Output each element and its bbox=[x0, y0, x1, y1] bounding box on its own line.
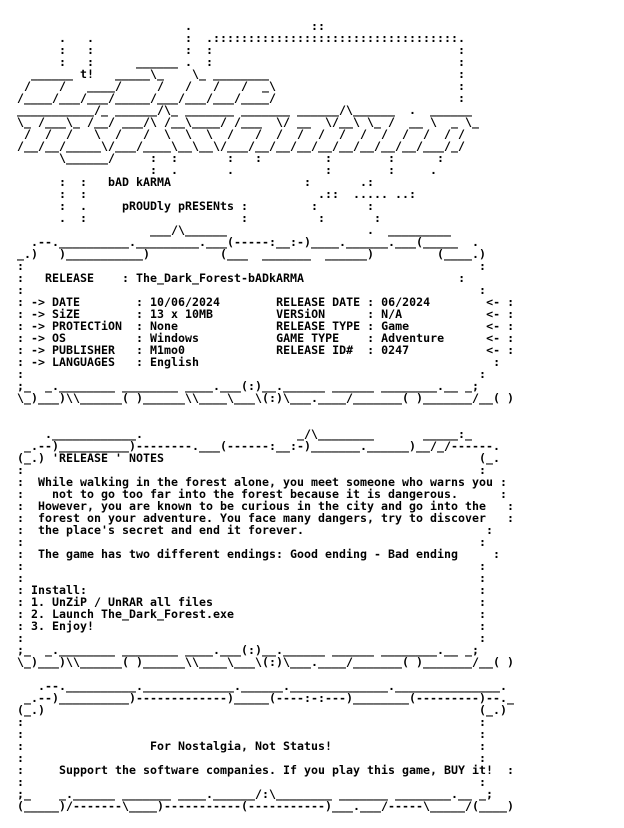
install-step: 1. UnZiP / UnRAR all files bbox=[31, 595, 214, 609]
info-label: VERSiON bbox=[276, 307, 326, 321]
logo-line: : : .:: ..... ..: bbox=[17, 187, 417, 201]
footer-motto: For Nostalgia, Not Status! bbox=[150, 739, 333, 753]
box-border: _.) )___________) (___ _______ ______) (____.) bbox=[17, 247, 487, 261]
footer-border: ;_ _.______ _______ ____.______/:\________ _______ ________.__ _; bbox=[17, 787, 494, 801]
notes-text: forest on your adventure. You face many dangers, try to discover bbox=[38, 511, 487, 525]
info-value: 10/06/2024 bbox=[150, 295, 221, 309]
footer-line: : Support the software companies. If you play this game, BUY it! : bbox=[17, 763, 515, 777]
footer-border: (_.) (_.) bbox=[17, 703, 508, 717]
info-row: : -> DATE : 10/06/2024 RELEASE DATE : 06/2024 <- : bbox=[17, 295, 515, 309]
box-border: : : bbox=[17, 775, 487, 789]
info-label: SiZE bbox=[52, 307, 81, 321]
logo-line: ___________/_ ______/\_ _______ _______ ______/\______ . ______ bbox=[17, 103, 473, 117]
logo-line: : : ______ . : : bbox=[17, 55, 466, 69]
notes-line: : not to go too far into the forest because it is dangerous. : bbox=[17, 487, 508, 501]
info-row: : -> OS : Windows GAME TYPE : Adventure <- : bbox=[17, 331, 515, 345]
notes-border: .____________. _/\________ _____:_ bbox=[17, 427, 473, 441]
notes-line: : However, you are known to be curious in the city and go into the : bbox=[17, 499, 515, 513]
nfo-document bbox=[17, 8, 514, 812]
presents-text: pROUDly pRESENts bbox=[122, 199, 235, 213]
install-line: : 2. Launch The_Dark_Forest.exe : bbox=[17, 607, 487, 621]
info-row: : -> LANGUAGES : English : bbox=[17, 355, 501, 369]
logo-line: \_ /___\_ /__/ ___/\ /__\____/ /___ \/ __ \/__\ \_ / __ \ _ \_ bbox=[17, 115, 480, 129]
box-border: : : bbox=[17, 463, 487, 477]
info-label: GAME TYPE bbox=[276, 331, 340, 345]
logo-line: : . pROUDly pRESENts : : : bbox=[17, 199, 375, 213]
box-border: : : bbox=[17, 571, 487, 585]
logo-line: : : : : : bbox=[17, 43, 466, 57]
info-label: LANGUAGES bbox=[52, 355, 116, 369]
spacer bbox=[17, 404, 514, 416]
install-title: Install: bbox=[31, 583, 88, 597]
box-border: .--.__________._________.___(-----:__:-)____.______.___(_____ . bbox=[17, 235, 480, 249]
box-border: ;_ _.________ ________ ____.___(:)__.______ ______ ________.__ _; bbox=[17, 643, 480, 657]
info-label: OS bbox=[52, 331, 67, 345]
box-border: ___/\______ . _________ bbox=[17, 223, 452, 237]
info-value: M1mo0 bbox=[150, 343, 186, 357]
install-line: : Install: : bbox=[17, 583, 487, 597]
logo-line: \______/ : : : : : : : bbox=[17, 151, 445, 165]
footer-border: .--.__________._____________.______.______________._______________. bbox=[17, 679, 508, 693]
logo-line: /____/___/___/_____/___/___/___/____/ : bbox=[17, 91, 466, 105]
box-border: \_)___)\\______( )______\\____\___\(:)\___.____/_______( )_______/__( ) bbox=[17, 391, 515, 405]
install-step: 3. Enjoy! bbox=[31, 619, 95, 633]
box-border: : : bbox=[17, 715, 487, 729]
info-row: : -> PROTECTiON : None RELEASE TYPE : Game <- : bbox=[17, 319, 515, 333]
info-label: RELEASE TYPE bbox=[276, 319, 361, 333]
info-label: DATE bbox=[52, 295, 81, 309]
box-border: : : bbox=[17, 559, 487, 573]
logo-line: . : : : : bbox=[17, 211, 382, 225]
notes-line: : The game has two different endings: Good ending - Bad ending : bbox=[17, 547, 501, 561]
info-value: Adventure bbox=[381, 331, 445, 345]
info-row: : -> PUBLISHER : M1mo0 RELEASE ID# : 0247 <- : bbox=[17, 343, 515, 357]
box-border: : : bbox=[17, 631, 487, 645]
group-name: bAD kARMA bbox=[108, 175, 172, 189]
info-label: RELEASE DATE bbox=[276, 295, 361, 309]
logo-line: . . : .:::::::::::::::::::::::::::::::::::. bbox=[17, 31, 466, 45]
box-border: : : bbox=[17, 259, 487, 273]
install-line: : 3. Enjoy! : bbox=[17, 619, 487, 633]
notes-text: not to go too far into the forest because it is dangerous. bbox=[52, 487, 459, 501]
footer-border: (_____)/-------\____)-----------(-----------)___.___/-----\_____/(____) bbox=[17, 799, 515, 813]
box-border: : : bbox=[17, 727, 487, 741]
box-border: : : bbox=[17, 751, 487, 765]
info-label: PUBLISHER bbox=[52, 343, 116, 357]
box-border: : : bbox=[17, 283, 487, 297]
logo-line: : . . : : . bbox=[17, 163, 438, 177]
install-line: : 1. UnZiP / UnRAR all files : bbox=[17, 595, 487, 609]
info-value: N/A bbox=[381, 307, 403, 321]
notes-line: : the place's secret and end it forever. : bbox=[17, 523, 494, 537]
notes-border: _.--)__________)--------.___(------:__:-)_______.______)__/_/------. bbox=[17, 439, 501, 453]
info-value: None bbox=[150, 319, 179, 333]
notes-text: the place's secret and end it forever. bbox=[38, 523, 305, 537]
info-row: : -> SiZE : 13 x 10MB VERSiON : N/A <- : bbox=[17, 307, 515, 321]
release-label: RELEASE bbox=[45, 271, 95, 285]
logo-line: : : bAD kARMA : .: bbox=[17, 175, 375, 189]
footer-support: Support the software companies. If you play this game, BUY it! bbox=[59, 763, 494, 777]
box-border: \_)___)\\______( )______\\____\___\(:)\___.____/_______( )_______/__( ) bbox=[17, 655, 515, 669]
logo-line: / / / \ / / \ \ \ / / / / / / / / / / / / bbox=[17, 127, 466, 141]
notes-title: 'RELEASE ' NOTES bbox=[52, 451, 165, 465]
notes-text: However, you are known to be curious in the city and go into the bbox=[38, 499, 487, 513]
notes-line: : While walking in the forest alone, you meet someone who warns you : bbox=[17, 475, 508, 489]
release-line: : RELEASE : The_Dark_Forest-bADkARMA : bbox=[17, 271, 466, 285]
info-label: RELEASE ID# bbox=[276, 343, 354, 357]
footer-line: : For Nostalgia, Not Status! : bbox=[17, 739, 487, 753]
box-border: : : bbox=[17, 535, 487, 549]
info-value: Windows bbox=[150, 331, 200, 345]
notes-text: While walking in the forest alone, you meet someone who warns you bbox=[38, 475, 494, 489]
info-value: 06/2024 bbox=[381, 295, 431, 309]
logo-line: . :: bbox=[17, 19, 326, 33]
logo-line: ______ t! _____\_ \_ ________ : bbox=[17, 67, 466, 81]
info-value: 13 x 10MB bbox=[150, 307, 214, 321]
notes-text: The game has two different endings: Good ending - Bad ending bbox=[38, 547, 459, 561]
install-step: 2. Launch The_Dark_Forest.exe bbox=[31, 607, 235, 621]
logo-line: /__/__/_____\/___/____\__\__\/___/__/__/__/__/__/__/__/__/___/_/ bbox=[17, 139, 466, 153]
info-value: Game bbox=[381, 319, 410, 333]
info-label: PROTECTiON bbox=[52, 319, 123, 333]
info-value: 0247 bbox=[381, 343, 410, 357]
box-border: : : bbox=[17, 367, 487, 381]
logo-line: / / ____/ / / / / _\ : bbox=[17, 79, 466, 93]
notes-line: : forest on your adventure. You face many dangers, try to discover : bbox=[17, 511, 515, 525]
box-border: ;_ _.________ ________ ____.___(:)__.______ ______ ________.__ _; bbox=[17, 379, 480, 393]
notes-header: (_.) 'RELEASE ' NOTES (_. bbox=[17, 451, 501, 465]
footer-border: _.--)__________)-------------)_____(----:-:---)________(---------)--._ bbox=[17, 691, 515, 705]
release-name: The_Dark_Forest-bADkARMA bbox=[136, 271, 305, 285]
info-value: English bbox=[150, 355, 200, 369]
